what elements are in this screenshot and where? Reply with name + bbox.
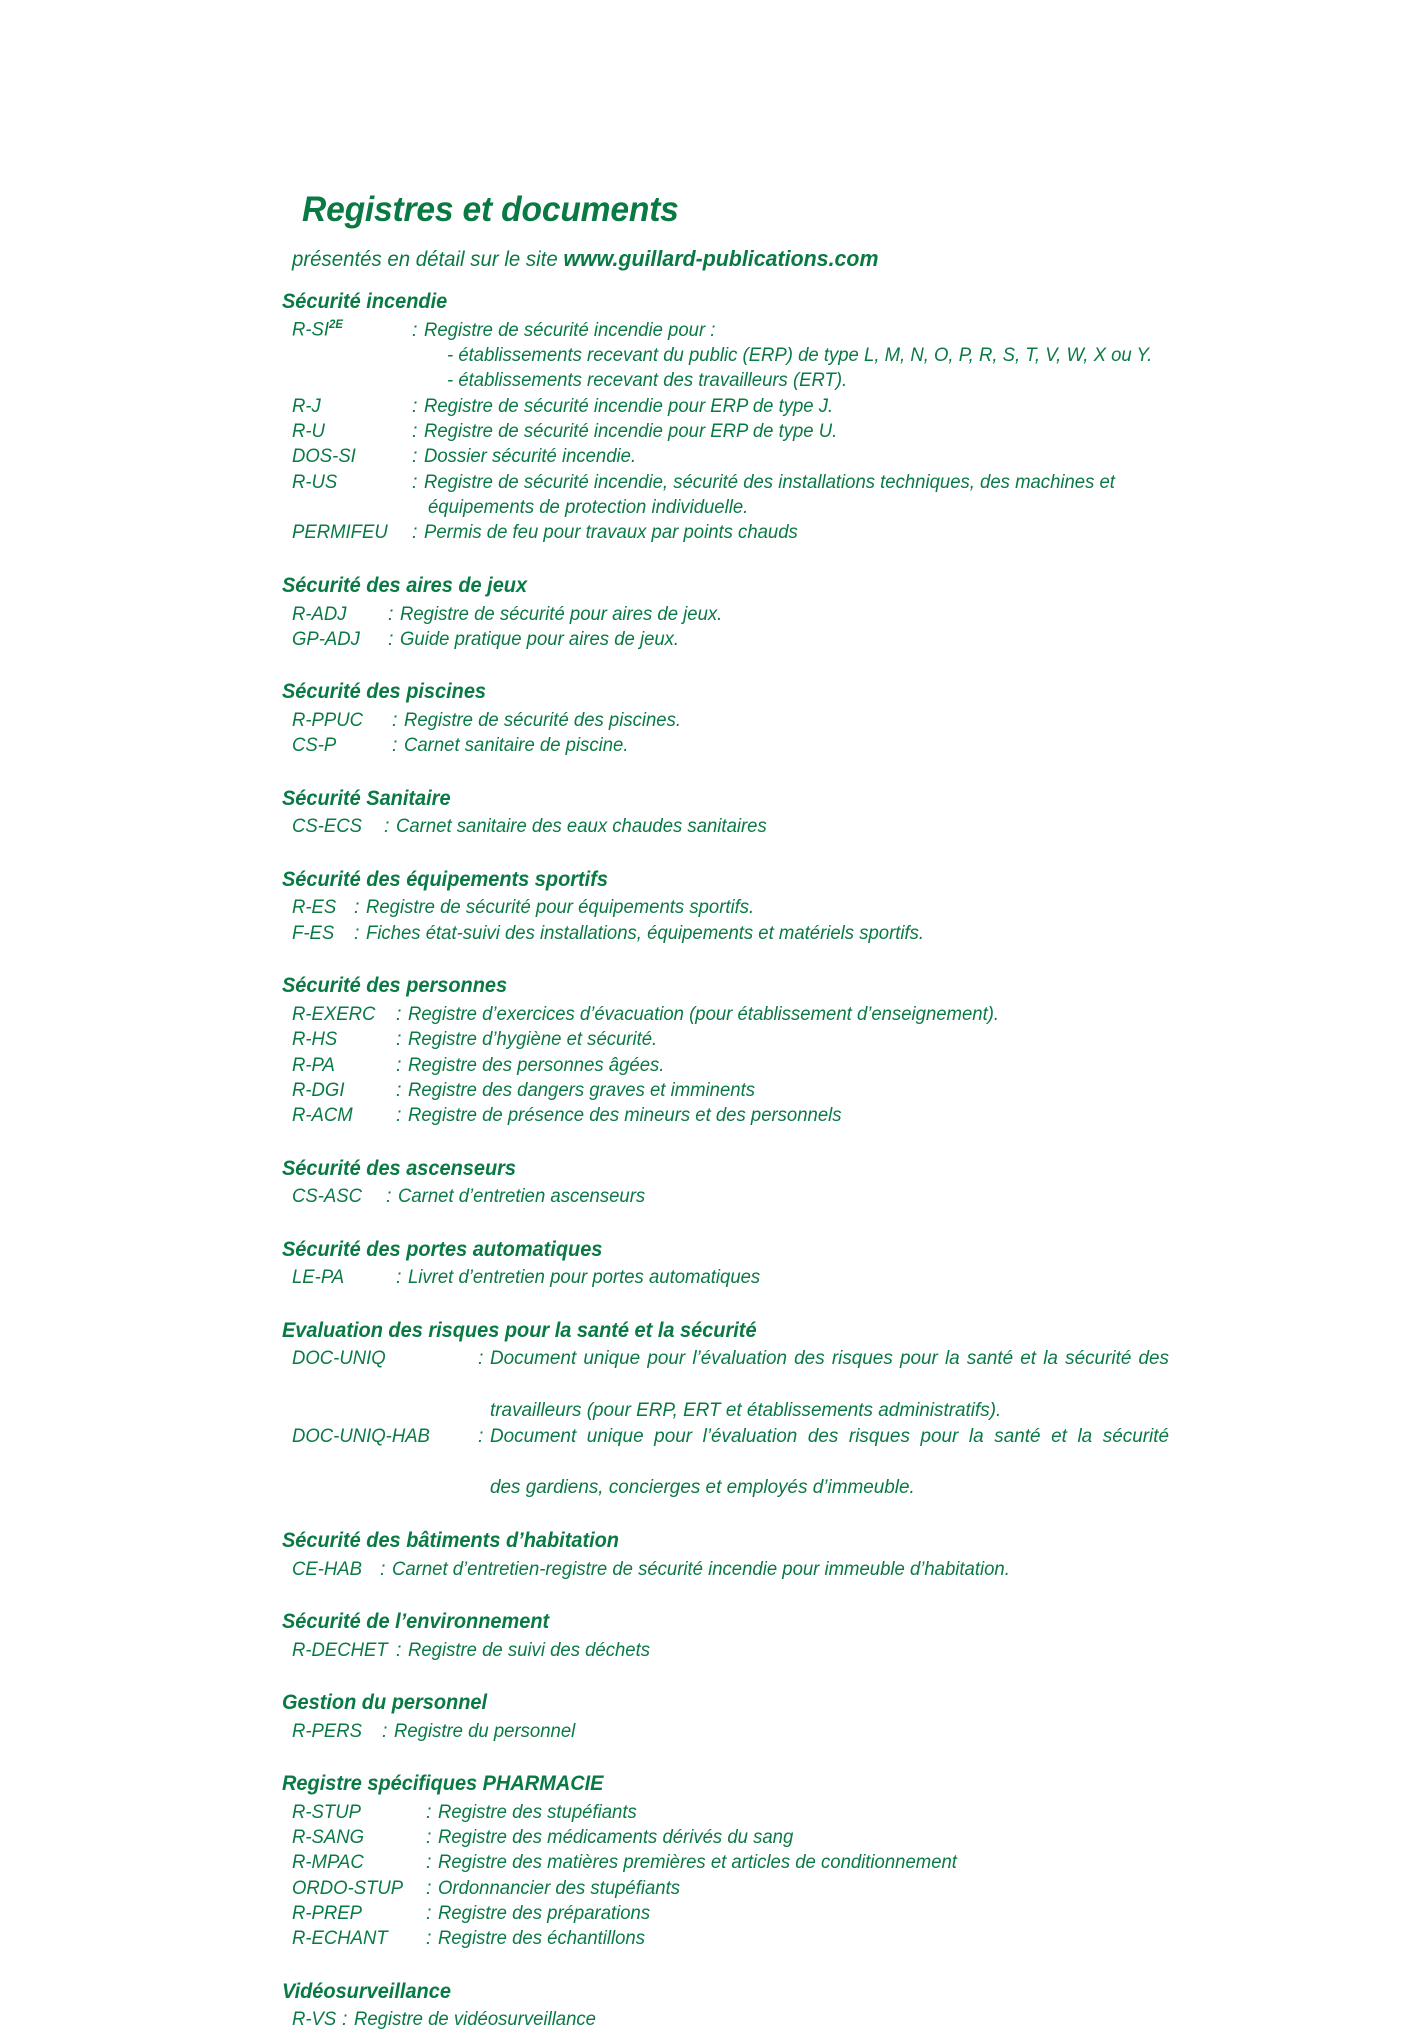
entry-code: DOC-UNIQ xyxy=(292,1347,386,1370)
entry-description: Registre de sécurité incendie pour ERP de type J. xyxy=(424,394,834,417)
entry-colon: : xyxy=(392,734,398,757)
entry-code: R-EXERC xyxy=(292,1002,376,1025)
entry-description: Registre de sécurité incendie, sécurité des installations techniques, des machines et xyxy=(424,470,1116,493)
section-title: Sécurité des ascenseurs xyxy=(282,1156,516,1180)
entry-list xyxy=(292,895,1292,946)
entry-description-line: des gardiens, concierges et employés d’immeuble. xyxy=(490,1476,916,1499)
entry-code: R-US xyxy=(292,470,338,493)
entry-code: R-HS xyxy=(292,1028,338,1051)
entry-description-line: Document unique pour l’évaluation des risques pour la santé et la sécurité des xyxy=(490,1347,1170,1370)
entry-description: Registre des médicaments dérivés du sang xyxy=(438,1826,794,1849)
entry-description: Registre des échantillons xyxy=(438,1927,646,1950)
entry-permifeu xyxy=(292,520,1292,545)
entry-description: Carnet d’entretien ascenseurs xyxy=(398,1185,646,1208)
entry-colon: : xyxy=(392,708,398,731)
entry-description: Livret d’entretien pour portes automatiques xyxy=(408,1266,761,1289)
entry-colon: : xyxy=(426,1800,432,1823)
entry-code: R-PPUC xyxy=(292,708,364,731)
entry-description: Registre de sécurité des piscines. xyxy=(404,708,682,731)
entry-colon: : xyxy=(478,1424,484,1447)
entry-description: Permis de feu pour travaux par points chauds xyxy=(424,521,799,544)
entry-description-line: travailleurs (pour ERP, ERT et établissements administratifs). xyxy=(490,1398,1002,1421)
entry-doc-uniq xyxy=(292,1346,1292,1423)
entry-code: R-U xyxy=(292,420,325,443)
section-sanitaire xyxy=(282,785,1292,840)
entry-code: R-PERS xyxy=(292,1719,363,1742)
entry-cs-ecs xyxy=(292,814,1292,839)
section-title: Registre spécifiques PHARMACIE xyxy=(282,1771,604,1795)
entry-r-us xyxy=(292,470,1292,495)
entry-code: CE-HAB xyxy=(292,1557,363,1580)
entry-r-mpac xyxy=(292,1850,1292,1875)
entry-code: LE-PA xyxy=(292,1266,345,1289)
entry-description: Registre des stupéfiants xyxy=(438,1800,638,1823)
entry-description: Registre des dangers graves et imminents xyxy=(408,1078,756,1101)
section-environnement xyxy=(282,1608,1292,1663)
entry-list xyxy=(292,1265,1292,1290)
entry-description: Guide pratique pour aires de jeux. xyxy=(400,627,680,650)
entry-code: CS-P xyxy=(292,734,337,757)
section-pharmacie xyxy=(282,1770,1292,1952)
section-title: Sécurité de l’environnement xyxy=(282,1609,550,1633)
entry-code: R-J xyxy=(292,394,321,417)
entry-colon: : xyxy=(426,1851,432,1874)
entry-code: R-PREP xyxy=(292,1902,363,1925)
entry-colon: : xyxy=(380,1557,386,1580)
section-ascenseurs xyxy=(282,1155,1292,1210)
entry-description-line: Document unique pour l’évaluation des risques pour la santé et la sécurité xyxy=(490,1424,1170,1447)
entry-description: Registre d’exercices d’évacuation (pour établissement d’enseignement). xyxy=(408,1002,1000,1025)
entry-code: GP-ADJ xyxy=(292,627,360,650)
entry-list xyxy=(292,2007,1292,2032)
entry-colon: : xyxy=(426,1927,432,1950)
entry-list xyxy=(292,317,1292,546)
entry-r-pers xyxy=(292,1719,1292,1744)
entry-dos-si xyxy=(292,444,1292,469)
entry-colon: : xyxy=(386,1185,392,1208)
entry-code: R-SANG xyxy=(292,1826,365,1849)
entry-colon: : xyxy=(354,896,360,919)
entry-description: Carnet sanitaire des eaux chaudes sanitaires xyxy=(396,815,768,838)
entry-description: Registre des personnes âgées. xyxy=(408,1053,665,1076)
entry-r-adj xyxy=(292,602,1292,627)
entry-list xyxy=(292,1800,1292,1952)
entry-description: Registre des matières premières et articles de conditionnement xyxy=(438,1851,958,1874)
page-subtitle xyxy=(292,247,1242,272)
entry-list xyxy=(292,708,1292,759)
entry-r-ppuc xyxy=(292,708,1292,733)
entry-r-prep xyxy=(292,1901,1292,1926)
entry-description: Registre du personnel xyxy=(394,1719,576,1742)
entry-description: Registre de présence des mineurs et des personnels xyxy=(408,1104,842,1127)
entry-r-u xyxy=(292,419,1292,444)
entry-cs-asc xyxy=(292,1184,1292,1209)
entry-code: CS-ASC xyxy=(292,1185,363,1208)
entry-description: Registre de sécurité incendie pour : xyxy=(424,318,716,341)
section-title: Sécurité des portes automatiques xyxy=(282,1237,603,1261)
section-title: Vidéosurveillance xyxy=(282,1979,451,2003)
entry-code: R-ES xyxy=(292,896,337,919)
entry-list xyxy=(292,1184,1292,1209)
entry-description: Registre de vidéosurveillance xyxy=(354,2008,597,2031)
entry-code: R-MPAC xyxy=(292,1851,364,1874)
entry-description: Registre d’hygiène et sécurité. xyxy=(408,1028,658,1051)
entry-description xyxy=(490,1346,1169,1423)
subtitle-prefix: présentés en détail sur le site xyxy=(292,246,564,271)
website-url[interactable]: www.guillard-publications.com xyxy=(563,245,879,271)
entry-colon: : xyxy=(396,1053,402,1076)
entry-le-pa xyxy=(292,1265,1292,1290)
entry-colon: : xyxy=(412,394,418,417)
entry-colon: : xyxy=(396,1104,402,1127)
entry-r-hs xyxy=(292,1027,1292,1052)
entry-f-es xyxy=(292,921,1292,946)
entry-description: Fiches état-suivi des installations, équipements et matériels sportifs. xyxy=(366,921,925,944)
entry-gp-adj xyxy=(292,627,1292,652)
entry-colon: : xyxy=(478,1347,484,1370)
entry-list xyxy=(292,1557,1292,1582)
entry-subline: équipements de protection individuelle. xyxy=(428,496,749,519)
entry-colon: : xyxy=(412,318,418,341)
entry-colon: : xyxy=(382,1719,388,1742)
entry-code: $R-SI^{2E}$ xyxy=(292,317,344,341)
section-title: Sécurité des bâtiments d’habitation xyxy=(282,1528,619,1552)
entry-subline: - établissements recevant des travailleurs (ERT). xyxy=(447,369,848,392)
section-aires-de-jeux xyxy=(282,572,1292,652)
section-title: Evaluation des risques pour la santé et la sécurité xyxy=(282,1318,757,1342)
entry-code: R-ACM xyxy=(292,1104,353,1127)
entry-r-dechet xyxy=(292,1638,1292,1663)
entry-r-acm xyxy=(292,1103,1292,1128)
entry-code: R-STUP xyxy=(292,1800,361,1823)
entry-r-exerc xyxy=(292,1002,1292,1027)
section-title: Sécurité Sanitaire xyxy=(282,786,451,810)
section-personnes xyxy=(282,972,1292,1128)
entry-code: R-ADJ xyxy=(292,602,347,625)
entry-colon: : xyxy=(426,1826,432,1849)
entry-r-echant xyxy=(292,1926,1292,1951)
entry-code: PERMIFEU xyxy=(292,521,388,544)
entry-code: DOS-SI xyxy=(292,445,356,468)
entry-list xyxy=(292,1719,1292,1744)
entry-colon: : xyxy=(396,1028,402,1051)
section-evaluation-risques xyxy=(282,1317,1292,1501)
entry-code: CS-ECS xyxy=(292,815,363,838)
entry-code: R-VS xyxy=(292,2008,337,2031)
entry-description: Dossier sécurité incendie. xyxy=(424,445,637,468)
entry-colon: : xyxy=(396,1002,402,1025)
section-portes-automatiques xyxy=(282,1236,1292,1291)
section-title: Sécurité incendie xyxy=(282,289,448,313)
entry-colon: : xyxy=(412,420,418,443)
entry-r-es xyxy=(292,895,1292,920)
section-title: Sécurité des aires de jeux xyxy=(282,573,528,597)
entry-colon: : xyxy=(396,1266,402,1289)
entry-ordo-stup xyxy=(292,1876,1292,1901)
entry-code: R-DECHET xyxy=(292,1638,388,1661)
entry-colon: : xyxy=(412,445,418,468)
entry-description: Registre de suivi des déchets xyxy=(408,1638,651,1661)
entry-description xyxy=(490,1424,1169,1501)
document-content xyxy=(282,190,1292,2033)
entry-r-dgi xyxy=(292,1078,1292,1103)
entry-r-pa xyxy=(292,1053,1292,1078)
entry-description: Registre de sécurité pour équipements sportifs. xyxy=(366,896,755,919)
entry-code: F-ES xyxy=(292,921,335,944)
entry-colon: : xyxy=(388,602,394,625)
entry-doc-uniq-hab xyxy=(292,1424,1292,1501)
entry-code: R-DGI xyxy=(292,1078,345,1101)
entry-r-sang xyxy=(292,1825,1292,1850)
entry-list xyxy=(292,1638,1292,1663)
section-title: Sécurité des personnes xyxy=(282,974,508,998)
entry-colon: : xyxy=(396,1078,402,1101)
entry-code: R-PA xyxy=(292,1053,335,1076)
entry-list xyxy=(292,814,1292,839)
entry-colon: : xyxy=(388,627,394,650)
section-batiments-habitation xyxy=(282,1527,1292,1582)
section-title: Sécurité des piscines xyxy=(282,680,487,704)
entry-description: Registre de sécurité incendie pour ERP de type U. xyxy=(424,420,838,443)
entry-description: Ordonnancier des stupéfiants xyxy=(438,1876,681,1899)
entry-code: DOC-UNIQ-HAB xyxy=(292,1424,430,1447)
entry-colon: : xyxy=(426,1902,432,1925)
entry-ce-hab xyxy=(292,1557,1292,1582)
entry-cs-p xyxy=(292,733,1292,758)
entry-description: Carnet sanitaire de piscine. xyxy=(404,734,629,757)
entry-colon: : xyxy=(396,1638,402,1661)
entry-description: Carnet d’entretien-registre de sécurité incendie pour immeuble d’habitation. xyxy=(392,1557,1011,1580)
section-securite-incendie xyxy=(282,288,1292,546)
entry-code: R-ECHANT xyxy=(292,1927,388,1950)
entry-colon: : xyxy=(412,470,418,493)
entry-description: Registre de sécurité pour aires de jeux. xyxy=(400,602,723,625)
entry-code-superscript: 2E xyxy=(329,317,344,332)
entry-colon: : xyxy=(384,815,390,838)
entry-code: ORDO-STUP xyxy=(292,1876,404,1899)
entry-colon: : xyxy=(426,1876,432,1899)
entry-colon: : xyxy=(412,521,418,544)
page-title: Registres et documents xyxy=(302,190,679,229)
entry-colon: : xyxy=(342,2008,348,2031)
section-title: Gestion du personnel xyxy=(282,1690,488,1714)
section-title: Sécurité des équipements sportifs xyxy=(282,867,608,891)
entry-r-vs xyxy=(292,2007,1292,2032)
entry-r-j xyxy=(292,394,1292,419)
entry-list xyxy=(292,1346,1292,1500)
entry-list xyxy=(292,1002,1292,1129)
entry-list xyxy=(292,602,1292,653)
entry-r-stup xyxy=(292,1800,1292,1825)
entry-r-si xyxy=(292,317,1292,343)
section-piscines xyxy=(282,678,1292,758)
entry-description: Registre des préparations xyxy=(438,1902,651,1925)
section-equipements-sportifs xyxy=(282,866,1292,946)
entry-subline: - établissements recevant du public (ERP) de type L, M, N, O, P, R, S, T, V, W, X ou Y. xyxy=(447,344,1153,367)
section-videosurveillance xyxy=(282,1978,1292,2033)
entry-colon: : xyxy=(354,921,360,944)
section-gestion-personnel xyxy=(282,1689,1292,1744)
